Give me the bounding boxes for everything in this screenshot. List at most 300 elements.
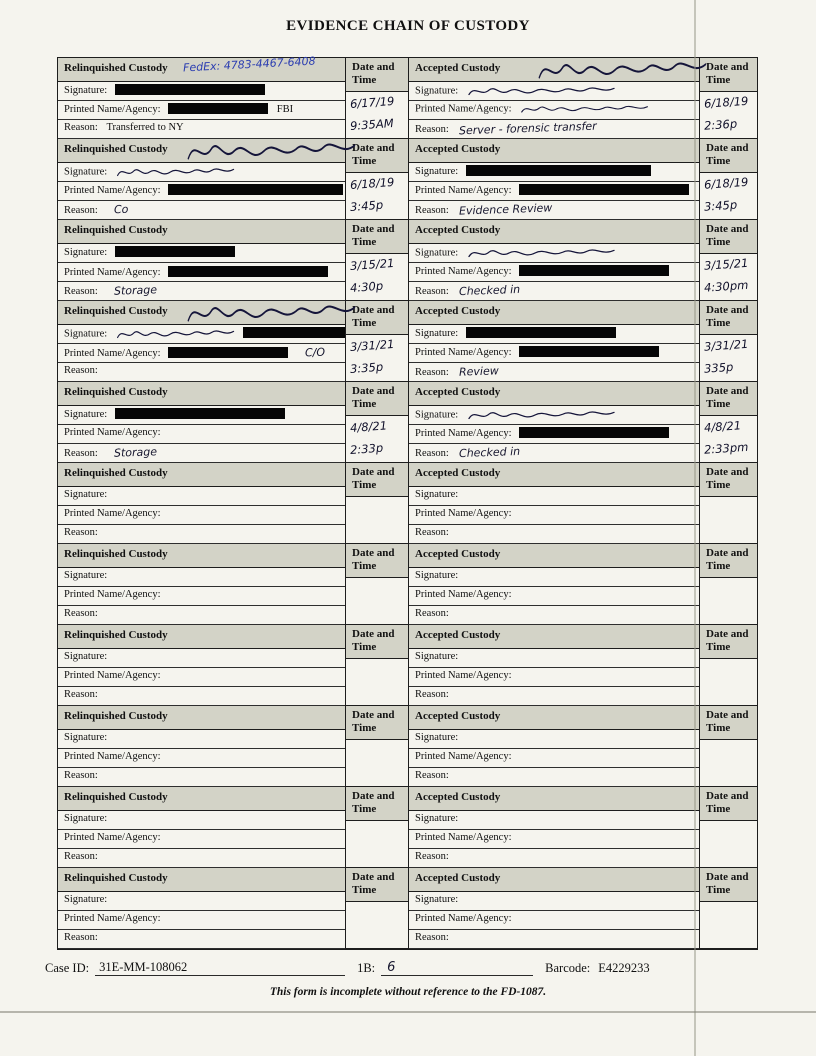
date-time-values	[346, 740, 408, 787]
printed-name-redaction-bar	[519, 427, 669, 438]
relinquished-cell	[58, 301, 346, 382]
printed-name-row	[58, 911, 345, 930]
relinquished-header-label: Relinquished Custody	[64, 872, 168, 884]
date-time-header-label: Date and Time	[706, 628, 749, 653]
printed-name-label: Printed Name/Agency:	[64, 104, 161, 115]
date-time-header	[700, 463, 757, 497]
relinquished-header-label: Relinquished Custody	[64, 386, 168, 398]
signature-label: Signature:	[415, 409, 459, 421]
accepted-header-label: Accepted Custody	[415, 548, 501, 560]
signature-scrawl-icon	[116, 165, 236, 179]
signature-redaction-bar	[466, 165, 651, 176]
date-time-header	[346, 787, 408, 821]
custody-block	[58, 301, 757, 382]
signature-label: Signature:	[415, 166, 459, 177]
date-time-values	[346, 173, 408, 220]
handwritten-time: 335p	[703, 359, 734, 376]
signature-label: Signature:	[415, 489, 459, 500]
accepted-date-cell	[700, 139, 757, 220]
reason-label: Reason:	[415, 205, 449, 216]
relinquished-cell	[58, 868, 346, 949]
relinquished-date-cell	[346, 463, 409, 544]
reason-handwritten: Storage	[114, 283, 158, 298]
accepted-header-label: Accepted Custody	[415, 710, 501, 722]
handwritten-date: 6/18/19	[349, 174, 395, 192]
reason-row	[409, 120, 699, 139]
handwritten-time: 3:45p	[703, 197, 738, 214]
handwritten-time: 4:30p	[349, 278, 384, 295]
relinquished-date-cell	[346, 787, 409, 868]
accepted-header	[409, 139, 699, 163]
reason-row	[409, 606, 699, 625]
printed-name-label: Printed Name/Agency:	[64, 670, 161, 681]
date-time-values	[700, 902, 757, 949]
scan-artifact-horizontal-line	[0, 1011, 816, 1013]
signature-label: Signature:	[415, 651, 459, 662]
date-time-values	[700, 416, 757, 463]
relinquished-cell	[58, 787, 346, 868]
accepted-header	[409, 220, 699, 244]
printed-name-label: Printed Name/Agency:	[415, 751, 512, 762]
reason-row	[58, 525, 345, 544]
handwritten-date	[704, 660, 756, 664]
relinquished-header	[58, 54, 345, 82]
reason-label: Reason:	[415, 851, 449, 862]
signature-label: Signature:	[64, 813, 108, 824]
accepted-header	[409, 301, 699, 325]
custody-block	[58, 382, 757, 463]
accepted-date-cell	[700, 463, 757, 544]
date-time-header	[346, 544, 408, 578]
date-time-header-label: Date and Time	[706, 61, 749, 86]
relinquished-header	[58, 220, 345, 244]
relinquished-date-cell	[346, 58, 409, 139]
handwritten-time	[704, 749, 756, 753]
date-time-header	[700, 868, 757, 902]
relinquished-cell	[58, 382, 346, 463]
reason-label: Reason:	[64, 286, 98, 297]
printed-name-row	[58, 101, 345, 120]
reason-label: Reason:	[64, 689, 98, 700]
reason-row	[409, 525, 699, 544]
date-time-header-label: Date and Time	[352, 628, 395, 653]
accepted-header-label: Accepted Custody	[415, 791, 501, 803]
reason-label: Reason:	[415, 448, 449, 459]
signature-row	[58, 811, 345, 830]
date-time-values	[346, 902, 408, 949]
date-time-header-label: Date and Time	[352, 142, 395, 167]
accepted-date-cell	[700, 868, 757, 949]
reason-label: Reason:	[415, 770, 449, 781]
printed-name-row	[409, 101, 699, 120]
handwritten-date: 3/31/21	[703, 336, 749, 354]
handwritten-date: 4/8/21	[349, 418, 388, 435]
reason-handwritten: Checked in	[459, 282, 521, 299]
handwritten-date	[704, 579, 756, 583]
date-time-values	[700, 821, 757, 868]
relinquished-header	[58, 868, 345, 892]
reason-handwritten: Evidence Review	[459, 201, 553, 218]
accepted-header-label: Accepted Custody	[415, 467, 501, 479]
reason-label: Reason:	[415, 608, 449, 619]
footer-row	[45, 960, 771, 976]
reason-label: Reason:	[64, 122, 98, 133]
printed-name-label: Printed Name/Agency:	[415, 428, 512, 439]
signature-label: Signature:	[64, 409, 108, 420]
relinquished-header-label: Relinquished Custody	[64, 143, 168, 155]
handwritten-date	[704, 498, 756, 502]
handwritten-time	[350, 911, 407, 915]
signature-row	[58, 82, 345, 101]
reason-value: Transferred to NY	[106, 122, 184, 133]
handwritten-time: 2:33pm	[703, 439, 749, 457]
relinquished-cell	[58, 706, 346, 787]
date-time-header-label: Date and Time	[352, 61, 395, 86]
signature-label: Signature:	[64, 651, 108, 662]
handwritten-time	[350, 668, 407, 672]
barcode-value: E4229233	[598, 961, 650, 975]
accepted-header	[409, 463, 699, 487]
relinquished-cell	[58, 463, 346, 544]
date-time-header-label: Date and Time	[706, 304, 749, 329]
reason-row	[409, 768, 699, 787]
printed-name-row	[409, 182, 699, 201]
relinquished-date-cell	[346, 382, 409, 463]
date-time-values	[346, 416, 408, 463]
handwritten-date	[350, 741, 407, 745]
relinquished-header-label: Relinquished Custody	[64, 224, 168, 236]
printed-name-row	[409, 425, 699, 444]
relinquished-header-label: Relinquished Custody	[64, 629, 168, 641]
date-time-values	[346, 659, 408, 706]
relinquished-date-cell	[346, 544, 409, 625]
date-time-header-label: Date and Time	[706, 871, 749, 896]
handwritten-time	[704, 668, 756, 672]
signature-scrawl-icon	[467, 246, 617, 260]
handwritten-time	[704, 587, 756, 591]
relinquished-header-label: Relinquished Custody	[64, 467, 168, 479]
reason-handwritten: Storage	[114, 445, 158, 460]
signature-row	[409, 163, 699, 182]
signature-label: Signature:	[64, 328, 108, 340]
signature-label: Signature:	[64, 489, 108, 500]
signature-scrawl-icon	[537, 55, 709, 85]
date-time-header-label: Date and Time	[706, 790, 749, 815]
signature-row	[58, 568, 345, 587]
handwritten-date	[704, 903, 756, 907]
signature-redaction-bar	[466, 327, 616, 338]
reason-label: Reason:	[64, 448, 98, 459]
accepted-cell	[409, 868, 700, 949]
date-time-header	[700, 706, 757, 740]
date-time-values	[700, 92, 757, 139]
custody-table	[57, 54, 758, 950]
printed-name-redaction-bar	[519, 265, 669, 276]
date-time-header	[700, 787, 757, 821]
signature-label: Signature:	[64, 894, 108, 905]
accepted-date-cell	[700, 787, 757, 868]
relinquished-header-label: Relinquished Custody	[64, 548, 168, 560]
reason-label: Reason:	[64, 527, 98, 538]
date-time-header-label: Date and Time	[706, 709, 749, 734]
ib-field	[381, 960, 533, 976]
relinquished-header	[58, 544, 345, 568]
reason-row	[409, 363, 699, 382]
printed-name-redaction-bar	[168, 103, 268, 114]
printed-name-label: Printed Name/Agency:	[415, 670, 512, 681]
accepted-cell	[409, 463, 700, 544]
ib-handwritten-value: 6	[387, 960, 396, 975]
date-time-header-label: Date and Time	[352, 709, 395, 734]
handwritten-date: 4/8/21	[703, 418, 742, 435]
relinquished-header	[58, 301, 345, 325]
printed-name-row	[409, 911, 699, 930]
signature-row	[58, 487, 345, 506]
signature-row	[58, 244, 345, 263]
printed-name-row	[58, 506, 345, 525]
signature-label: Signature:	[415, 328, 459, 339]
relinquished-header	[58, 139, 345, 163]
printed-name-label: Printed Name/Agency:	[64, 508, 161, 519]
accepted-date-cell	[700, 625, 757, 706]
signature-label: Signature:	[64, 166, 108, 178]
handwritten-time	[350, 830, 407, 834]
handwritten-date: 3/15/21	[703, 255, 749, 273]
handwritten-time: 2:36p	[703, 116, 738, 133]
signature-label: Signature:	[64, 247, 108, 258]
printed-name-value: FBI	[276, 104, 294, 115]
signature-label: Signature:	[415, 247, 459, 259]
accepted-date-cell	[700, 220, 757, 301]
reason-label: Reason:	[64, 205, 98, 216]
printed-name-label: Printed Name/Agency:	[415, 913, 512, 924]
handwritten-time: 3:45p	[349, 197, 384, 214]
printed-name-label: Printed Name/Agency:	[415, 347, 512, 358]
reason-row	[409, 444, 699, 463]
relinquished-cell	[58, 625, 346, 706]
date-time-values	[700, 335, 757, 382]
handwritten-time	[704, 911, 756, 915]
date-time-values	[346, 821, 408, 868]
printed-name-row	[58, 263, 345, 282]
date-time-header	[346, 382, 408, 416]
date-time-header-label: Date and Time	[352, 466, 395, 491]
reason-label: Reason:	[64, 851, 98, 862]
date-time-header	[346, 868, 408, 902]
reason-row	[409, 849, 699, 868]
accepted-header-label: Accepted Custody	[415, 629, 501, 641]
date-time-values	[700, 578, 757, 625]
signature-scrawl-icon	[467, 84, 617, 98]
date-time-header	[700, 220, 757, 254]
signature-scrawl-icon	[116, 327, 236, 341]
accepted-header	[409, 625, 699, 649]
handwritten-time: 9:35AM	[349, 115, 395, 133]
page-title: EVIDENCE CHAIN OF CUSTODY	[286, 18, 530, 34]
printed-name-label: Printed Name/Agency:	[415, 185, 512, 196]
printed-name-redaction-bar	[168, 184, 343, 195]
reason-row	[409, 687, 699, 706]
reason-label: Reason:	[415, 689, 449, 700]
relinquished-cell	[58, 54, 346, 139]
accepted-date-cell	[700, 301, 757, 382]
handwritten-date	[704, 741, 756, 745]
printed-name-row	[409, 263, 699, 282]
date-time-values	[700, 659, 757, 706]
signature-redaction-bar	[115, 246, 235, 257]
printed-name-row	[409, 830, 699, 849]
barcode-label: Barcode:	[545, 961, 591, 975]
custody-block	[58, 625, 757, 706]
signature-redaction-bar	[115, 408, 285, 419]
relinquished-header-label: Relinquished Custody	[64, 62, 168, 74]
handwritten-date	[350, 660, 407, 664]
relinquished-header	[58, 625, 345, 649]
signature-row	[409, 325, 699, 344]
relinquished-date-cell	[346, 868, 409, 949]
date-time-header	[346, 463, 408, 497]
signature-scrawl-icon	[186, 136, 358, 166]
accepted-cell	[409, 706, 700, 787]
date-time-header	[700, 382, 757, 416]
accepted-cell	[409, 544, 700, 625]
printed-name-row	[409, 749, 699, 768]
accepted-header	[409, 706, 699, 730]
signature-label: Signature:	[64, 85, 108, 96]
relinquished-header-label: Relinquished Custody	[64, 305, 168, 317]
printed-name-label: Printed Name/Agency:	[64, 348, 161, 359]
signature-row	[409, 487, 699, 506]
printed-name-redaction-bar	[168, 266, 328, 277]
form-incomplete-note: This form is incomplete without reference to the FD-1087.	[269, 986, 547, 998]
reason-row	[58, 444, 345, 463]
signature-scrawl-icon	[186, 298, 358, 328]
printed-name-row	[58, 587, 345, 606]
relinquished-date-cell	[346, 625, 409, 706]
signature-label: Signature:	[415, 570, 459, 581]
custody-block	[58, 544, 757, 625]
printed-name-label: Printed Name/Agency:	[64, 185, 161, 196]
case-id-value: 31E-MM-108062	[95, 960, 345, 976]
date-time-values	[346, 254, 408, 301]
date-time-header	[346, 58, 408, 92]
reason-row	[409, 930, 699, 949]
date-time-header-label: Date and Time	[706, 385, 749, 410]
accepted-header-label: Accepted Custody	[415, 872, 501, 884]
signature-redaction-bar	[115, 84, 265, 95]
relinquished-cell	[58, 220, 346, 301]
reason-label: Reason:	[64, 770, 98, 781]
case-id-label: Case ID:	[45, 961, 90, 975]
printed-name-label: Printed Name/Agency:	[64, 267, 161, 278]
signature-redaction-bar	[243, 327, 345, 338]
printed-name-label: Printed Name/Agency:	[415, 832, 512, 843]
reason-label: Reason:	[64, 932, 98, 943]
reason-handwritten: Review	[459, 364, 500, 379]
printed-name-label: Printed Name/Agency:	[415, 266, 512, 277]
accepted-header-label: Accepted Custody	[415, 305, 501, 317]
date-time-header	[346, 220, 408, 254]
reason-label: Reason:	[64, 608, 98, 619]
handwritten-date: 6/17/19	[349, 93, 395, 111]
date-time-header	[346, 706, 408, 740]
handwritten-time	[704, 830, 756, 834]
handwritten-time: 4:30pm	[703, 277, 749, 295]
reason-label: Reason:	[415, 527, 449, 538]
accepted-cell	[409, 139, 700, 220]
accepted-cell	[409, 58, 700, 139]
reason-row	[58, 363, 345, 382]
printed-name-label: Printed Name/Agency:	[64, 589, 161, 600]
custody-block	[58, 463, 757, 544]
reason-row	[409, 282, 699, 301]
date-time-header-label: Date and Time	[352, 385, 395, 410]
date-time-values	[346, 92, 408, 139]
date-time-values	[700, 254, 757, 301]
date-time-header-label: Date and Time	[352, 790, 395, 815]
handwritten-time	[350, 506, 407, 510]
handwritten-time: 3:35p	[349, 359, 384, 376]
signature-row	[58, 649, 345, 668]
date-time-values	[346, 335, 408, 382]
reason-label: Reason:	[415, 367, 449, 378]
date-time-header-label: Date and Time	[352, 304, 395, 329]
signature-label: Signature:	[64, 570, 108, 581]
accepted-header	[409, 868, 699, 892]
accepted-header-label: Accepted Custody	[415, 143, 501, 155]
relinquished-header-label: Relinquished Custody	[64, 710, 168, 722]
signature-row	[409, 568, 699, 587]
printed-name-label: Printed Name/Agency:	[64, 427, 161, 438]
date-time-values	[700, 173, 757, 220]
accepted-date-cell	[700, 706, 757, 787]
custody-block	[58, 868, 757, 949]
accepted-cell	[409, 382, 700, 463]
printed-name-row	[409, 587, 699, 606]
reason-handwritten: Server - forensic transfer	[459, 120, 598, 138]
date-time-header	[700, 544, 757, 578]
date-time-header-label: Date and Time	[706, 142, 749, 167]
date-time-header-label: Date and Time	[352, 547, 395, 572]
date-time-values	[700, 497, 757, 544]
signature-row	[409, 406, 699, 425]
printed-name-row	[409, 344, 699, 363]
signature-row	[409, 811, 699, 830]
relinquished-cell	[58, 139, 346, 220]
handwritten-date: 3/15/21	[349, 255, 395, 273]
signature-scrawl-icon	[467, 408, 617, 422]
printed-name-redaction-bar	[519, 184, 689, 195]
signature-label: Signature:	[415, 894, 459, 905]
custody-block	[58, 139, 757, 220]
printed-name-label: Printed Name/Agency:	[415, 508, 512, 519]
relinquished-header-label: Relinquished Custody	[64, 791, 168, 803]
reason-label: Reason:	[415, 286, 449, 297]
date-time-values	[700, 740, 757, 787]
handwritten-time: 2:33p	[349, 440, 384, 457]
printed-name-redaction-bar	[168, 347, 288, 358]
date-time-header	[700, 301, 757, 335]
printed-name-row	[58, 749, 345, 768]
printed-name-row	[58, 425, 345, 444]
printed-name-row	[409, 506, 699, 525]
accepted-header-label: Accepted Custody	[415, 224, 501, 236]
accepted-header	[409, 787, 699, 811]
reason-row	[58, 606, 345, 625]
relinquished-header	[58, 706, 345, 730]
handwritten-time	[704, 506, 756, 510]
date-time-values	[346, 497, 408, 544]
